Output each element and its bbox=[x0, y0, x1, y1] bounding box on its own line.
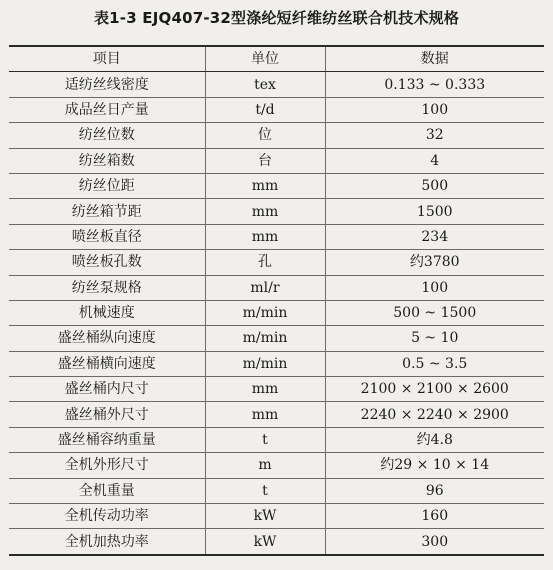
table-row bbox=[9, 326, 544, 351]
cell-value: 约4.8 bbox=[325, 427, 544, 452]
cell-value: 0.5 ~ 3.5 bbox=[325, 351, 544, 376]
cell-unit: kW bbox=[205, 504, 325, 529]
table-row bbox=[9, 402, 544, 427]
cell-item: 纺丝位距 bbox=[9, 173, 205, 198]
cell-item: 全机传动功率 bbox=[9, 504, 205, 529]
table-row bbox=[9, 199, 544, 224]
cell-value: 500 ~ 1500 bbox=[325, 300, 544, 325]
table-caption: 表1-3 EJQ407-32型涤纶短纤维纺丝联合机技术规格 bbox=[93, 9, 460, 27]
cell-unit: m/min bbox=[205, 326, 325, 351]
cell-item: 盛丝桶外尺寸 bbox=[9, 402, 205, 427]
table-body bbox=[9, 72, 544, 555]
table-row bbox=[9, 72, 544, 97]
cell-value: 160 bbox=[325, 504, 544, 529]
cell-value: 4 bbox=[325, 148, 544, 173]
cell-value: 约3780 bbox=[325, 250, 544, 275]
cell-value: 100 bbox=[325, 275, 544, 300]
cell-value: 234 bbox=[325, 224, 544, 249]
cell-unit: m/min bbox=[205, 351, 325, 376]
cell-value: 1500 bbox=[325, 199, 544, 224]
cell-value: 5 ~ 10 bbox=[325, 326, 544, 351]
table-row bbox=[9, 148, 544, 173]
table-row bbox=[9, 224, 544, 249]
cell-value: 约29 × 10 × 14 bbox=[325, 453, 544, 478]
cell-unit: mm bbox=[205, 224, 325, 249]
cell-unit: m bbox=[205, 453, 325, 478]
cell-value: 32 bbox=[325, 123, 544, 148]
header-value: 数据 bbox=[325, 46, 544, 72]
cell-value: 2240 × 2240 × 2900 bbox=[325, 402, 544, 427]
cell-unit: 台 bbox=[205, 148, 325, 173]
cell-unit: tex bbox=[205, 72, 325, 97]
cell-unit: mm bbox=[205, 402, 325, 427]
cell-unit: mm bbox=[205, 173, 325, 198]
spec-table bbox=[9, 45, 544, 556]
table-row bbox=[9, 351, 544, 376]
cell-item: 纺丝位数 bbox=[9, 123, 205, 148]
table-row bbox=[9, 300, 544, 325]
header-unit: 单位 bbox=[205, 46, 325, 72]
header-item: 项目 bbox=[9, 46, 205, 72]
cell-item: 机械速度 bbox=[9, 300, 205, 325]
cell-item: 盛丝桶内尺寸 bbox=[9, 377, 205, 402]
cell-unit: 位 bbox=[205, 123, 325, 148]
cell-item: 适纺丝线密度 bbox=[9, 72, 205, 97]
cell-value: 2100 × 2100 × 2600 bbox=[325, 377, 544, 402]
cell-unit: t/d bbox=[205, 97, 325, 122]
table-row bbox=[9, 453, 544, 478]
table-row bbox=[9, 123, 544, 148]
cell-value: 100 bbox=[325, 97, 544, 122]
table-row bbox=[9, 377, 544, 402]
cell-value: 500 bbox=[325, 173, 544, 198]
table-row bbox=[9, 97, 544, 122]
cell-item: 喷丝板直径 bbox=[9, 224, 205, 249]
cell-unit: ml/r bbox=[205, 275, 325, 300]
table-row bbox=[9, 275, 544, 300]
cell-item: 纺丝泵规格 bbox=[9, 275, 205, 300]
table-row bbox=[9, 173, 544, 198]
cell-item: 成品丝日产量 bbox=[9, 97, 205, 122]
cell-item: 纺丝箱节距 bbox=[9, 199, 205, 224]
cell-item: 全机外形尺寸 bbox=[9, 453, 205, 478]
table-row bbox=[9, 478, 544, 503]
cell-item: 盛丝桶纵向速度 bbox=[9, 326, 205, 351]
cell-unit: t bbox=[205, 478, 325, 503]
cell-item: 纺丝箱数 bbox=[9, 148, 205, 173]
cell-unit: 孔 bbox=[205, 250, 325, 275]
cell-unit: t bbox=[205, 427, 325, 452]
cell-value: 96 bbox=[325, 478, 544, 503]
cell-unit: m/min bbox=[205, 300, 325, 325]
table-row bbox=[9, 529, 544, 555]
cell-unit: mm bbox=[205, 377, 325, 402]
table-header-row bbox=[9, 46, 544, 72]
table-row bbox=[9, 250, 544, 275]
cell-unit: mm bbox=[205, 199, 325, 224]
cell-item: 喷丝板孔数 bbox=[9, 250, 205, 275]
cell-item: 全机重量 bbox=[9, 478, 205, 503]
table-row bbox=[9, 427, 544, 452]
cell-value: 300 bbox=[421, 533, 449, 550]
cell-unit: kW bbox=[205, 529, 325, 555]
cell-value: 0.133 ~ 0.333 bbox=[325, 72, 544, 97]
table-row bbox=[9, 504, 544, 529]
cell-item: 全机加热功率 bbox=[9, 529, 205, 555]
cell-item: 盛丝桶容纳重量 bbox=[9, 427, 205, 452]
cell-item: 盛丝桶横向速度 bbox=[9, 351, 205, 376]
